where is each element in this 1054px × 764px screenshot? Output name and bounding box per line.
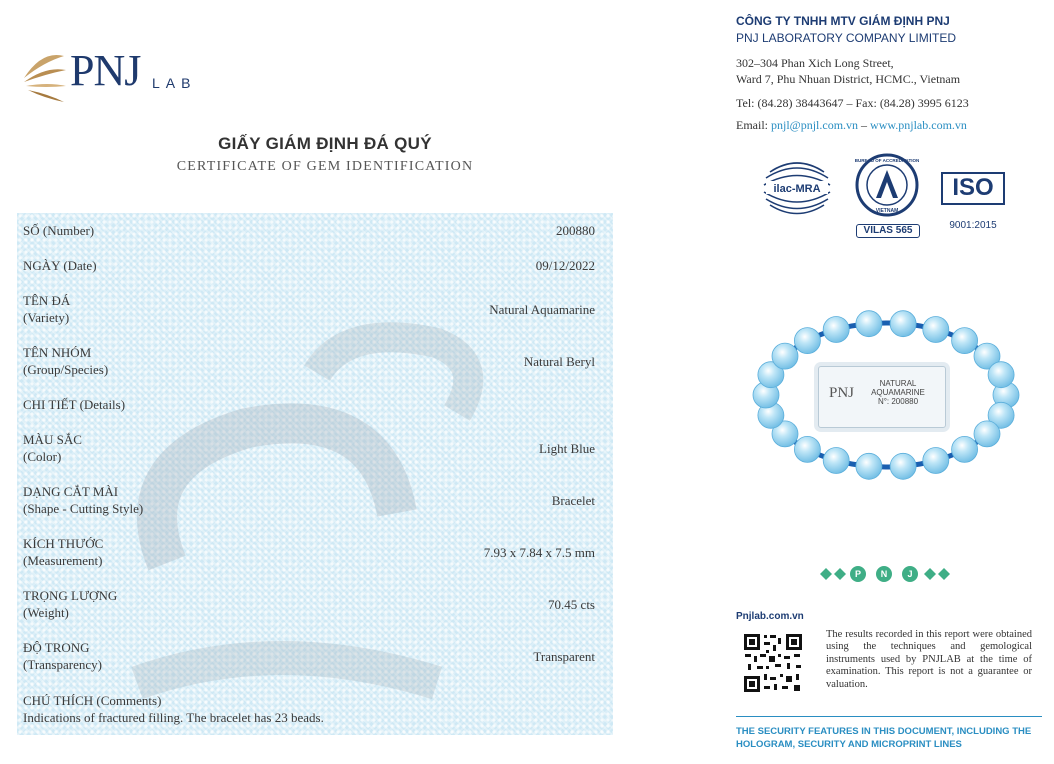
field-number	[23, 222, 595, 239]
field-weight	[23, 587, 595, 621]
bead	[856, 311, 882, 337]
gem-data-panel	[17, 213, 613, 735]
vilas-ring-text: BUREAU OF ACCREDITATION	[854, 158, 920, 163]
certificate-title-english: CERTIFICATE OF GEM IDENTIFICATION	[176, 159, 474, 174]
bead	[890, 311, 916, 337]
bead	[988, 362, 1014, 388]
bead	[794, 328, 820, 354]
logo-lab-text: LAB	[152, 75, 197, 91]
field-label-english: (Weight)	[23, 605, 69, 620]
field-transparency	[23, 639, 595, 673]
pnj-lab-logo	[20, 44, 220, 106]
certificate-title-vietnamese: GIẤY GIÁM ĐỊNH ĐÁ QUÝ	[218, 134, 432, 153]
field-comments	[23, 692, 595, 709]
field-value: Light Blue	[539, 441, 595, 456]
tag-line: N°: 200880	[877, 397, 919, 406]
field-label-english: (Group/Species)	[23, 362, 109, 377]
field-value: Natural Beryl	[523, 354, 595, 369]
field-value: 70.45 cts	[548, 597, 595, 612]
bead	[772, 343, 798, 369]
address-line: 302–304 Phan Xich Long Street,	[736, 56, 894, 70]
field-value: Transparent	[533, 649, 595, 664]
field-group-species	[23, 344, 595, 378]
website-link[interactable]: www.pnjlab.com.vn	[870, 118, 967, 132]
field-label: SỐ (Number)	[23, 223, 95, 238]
company-contact	[736, 92, 1046, 136]
email-line	[736, 114, 1046, 136]
field-variety	[23, 292, 595, 326]
field-label: CHÚ THÍCH (Comments)	[23, 693, 162, 708]
company-name-english: PNJ LABORATORY COMPANY LIMITED	[736, 31, 957, 45]
field-label-english: (Transparency)	[23, 657, 102, 672]
field-color	[23, 431, 595, 465]
field-label-english: (Measurement)	[23, 553, 103, 568]
certificate-tag	[818, 366, 946, 428]
svg-text:N: N	[880, 569, 888, 579]
accreditation-logos	[760, 152, 1020, 242]
tel-fax: Tel: (84.28) 38443647 – Fax: (84.28) 3995 6123	[736, 96, 969, 110]
field-label: CHI TIẾT (Details)	[23, 397, 126, 412]
tag-pnj-mark: PNJ	[829, 385, 855, 401]
field-value: 200880	[556, 223, 595, 238]
address-line: Ward 7, Phu Nhuan District, HCMC., Vietnam	[736, 72, 961, 86]
bead	[794, 436, 820, 462]
logo-brand-text: PNJ	[70, 46, 141, 95]
qr-code-icon[interactable]	[742, 632, 804, 694]
bracelet-photo	[736, 300, 1036, 490]
company-address	[736, 55, 1046, 87]
field-value: Natural Aquamarine	[489, 302, 595, 317]
company-header	[736, 12, 1046, 47]
bead	[823, 448, 849, 474]
comments-text: Indications of fractured filling. The bracelet has 23 beads.	[23, 710, 324, 725]
field-shape-cutting-style	[23, 483, 595, 517]
field-label: ĐỘ TRONG	[23, 640, 90, 655]
iso-standard-number: 9001:2015	[949, 220, 997, 231]
vilas-country-text: VIETNAM	[875, 208, 899, 214]
tag-line: AQUAMARINE	[871, 388, 925, 397]
field-label: TÊN NHÓM	[23, 345, 92, 360]
bead	[952, 328, 978, 354]
field-label: TRỌNG LƯỢNG	[23, 588, 118, 603]
field-label: MÀU SẮC	[23, 432, 82, 447]
field-details	[23, 396, 595, 413]
bead	[923, 317, 949, 343]
svg-text:J: J	[907, 569, 913, 579]
bead	[856, 453, 882, 479]
disclaimer-text: The results recorded in this report were obtained using the techniques and gemological instruments used by PNJLAB at the time of examination. This report is not a guarantee or valuation.	[826, 629, 1032, 690]
ilac-text: ilac-MRA	[773, 183, 821, 195]
bead	[823, 317, 849, 343]
bead	[923, 448, 949, 474]
bead	[952, 436, 978, 462]
iso-badge: ISO	[941, 172, 1005, 205]
site-label[interactable]: Pnjlab.com.vn	[736, 611, 804, 622]
field-label: TÊN ĐÁ	[23, 293, 71, 308]
email-label: Email:	[736, 118, 771, 132]
email-link[interactable]: pnjl@pnjl.com.vn	[771, 118, 859, 132]
field-label-english: (Shape - Cutting Style)	[23, 501, 144, 516]
bead	[974, 421, 1000, 447]
company-name-vietnamese: CÔNG TY TNHH MTV GIÁM ĐỊNH PNJ	[736, 14, 950, 28]
security-features-note: THE SECURITY FEATURES IN THIS DOCUMENT, INCLUDING THE HOLOGRAM, SECURITY AND MICROPRINT LINES	[736, 716, 1042, 751]
field-measurement	[23, 535, 595, 569]
tag-line: NATURAL	[879, 379, 917, 388]
field-date	[23, 257, 595, 274]
field-label: KÍCH THƯỚC	[23, 536, 104, 551]
field-label: NGÀY (Date)	[23, 258, 97, 273]
svg-text:P: P	[854, 569, 862, 579]
field-value: Bracelet	[551, 493, 595, 508]
bead	[890, 453, 916, 479]
email-separator: –	[858, 118, 871, 132]
tag-text	[853, 379, 943, 406]
pnj-fan-icon	[20, 48, 68, 104]
ilac-mra-logo-icon	[760, 152, 834, 222]
field-label-english: (Variety)	[23, 310, 70, 325]
field-label: DẠNG CẮT MÀI	[23, 484, 119, 499]
vilas-seal-icon	[854, 152, 920, 222]
field-value: 09/12/2022	[535, 258, 595, 273]
pnj-security-pattern-icon	[816, 562, 956, 586]
field-label-english: (Color)	[23, 449, 62, 464]
vilas-number: VILAS 565	[856, 224, 920, 238]
field-value: 7.93 x 7.84 x 7.5 mm	[483, 545, 595, 560]
